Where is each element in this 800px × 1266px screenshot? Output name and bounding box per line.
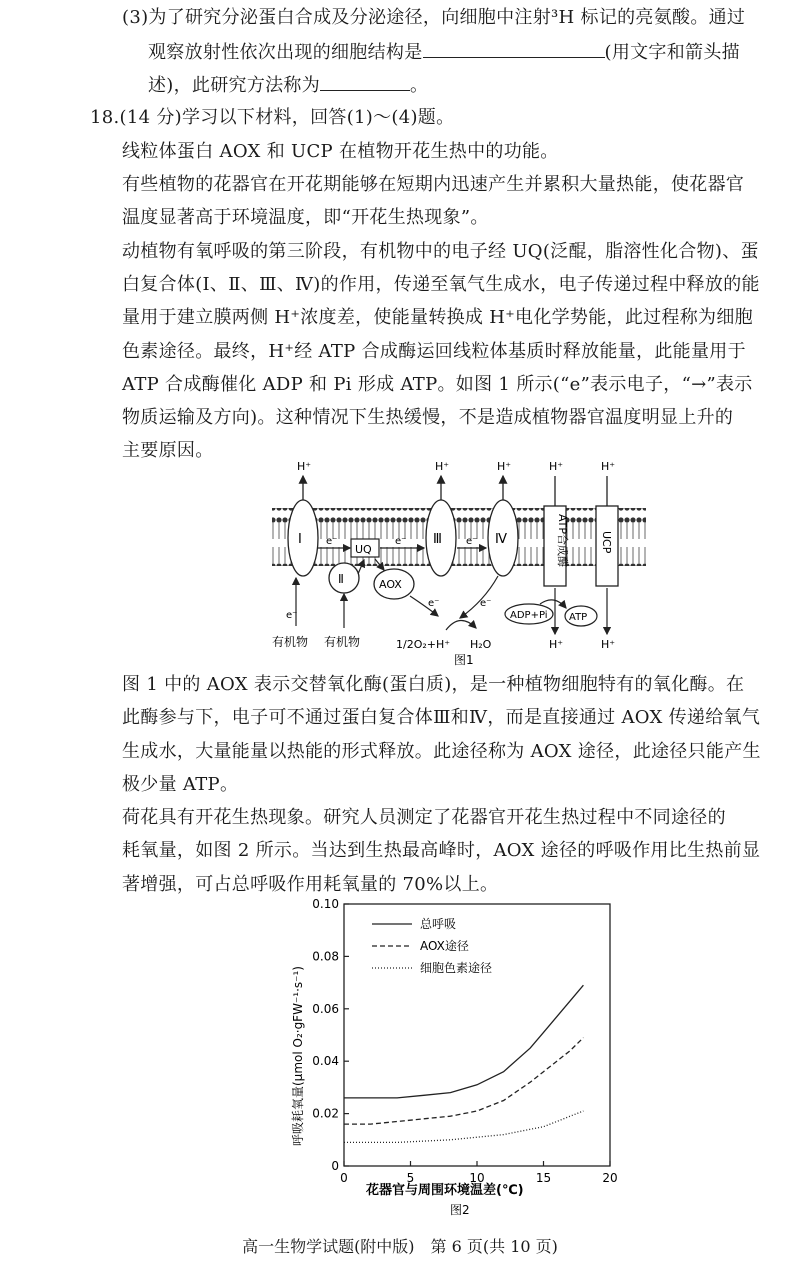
figure-1-caption: 图1 bbox=[454, 653, 474, 667]
q18-header: 18.(14 分)学习以下材料，回答(1)～(4)题。 bbox=[90, 107, 455, 128]
x-tick-label: 15 bbox=[535, 1171, 552, 1185]
q3-line1: (3)为了研究分泌蛋白合成及分泌途径，向细胞中注射³H 标记的亮氨酸。通过 bbox=[122, 7, 746, 28]
q3-line2-pre: 观察放射性依次出现的细胞结构是 bbox=[148, 42, 423, 63]
p3-line: 生成水，大量能量以热能的形式释放。此途径称为 AOX 途径，此途径只能产生 bbox=[122, 741, 761, 762]
y-tick-label: 0.06 bbox=[312, 1001, 339, 1016]
figure-1-membrane-diagram bbox=[270, 456, 650, 670]
p2-line: 物质运输及方向)。这种情况下生热缓慢，不是造成植物器官温度明显上升的 bbox=[122, 407, 734, 428]
e-label: e⁻ bbox=[428, 598, 440, 609]
y-tick-label: 0.08 bbox=[312, 949, 339, 964]
q3-line2-post: (用文字和箭头描 bbox=[604, 42, 740, 63]
x-axis-label: 花器官与周围环境温差(℃) bbox=[366, 1183, 524, 1198]
e-label: e⁻ bbox=[326, 536, 338, 547]
figure-2-caption: 图2 bbox=[450, 1203, 470, 1217]
complex-ii bbox=[329, 563, 359, 593]
p2-line: 主要原因。 bbox=[122, 440, 214, 461]
y-axis-label: 呼吸耗氧量(μmol O₂·gFW⁻¹·s⁻¹) bbox=[291, 966, 305, 1146]
series-line-1 bbox=[344, 985, 583, 1098]
aox-label: AOX bbox=[379, 578, 402, 591]
p4-line: 荷花具有开花生热现象。研究人员测定了花器官开花生热过程中不同途径的 bbox=[122, 807, 726, 828]
q3-blank-1[interactable] bbox=[423, 39, 605, 58]
q3-blank-2[interactable] bbox=[320, 72, 410, 91]
x-tick-label: 10 bbox=[469, 1171, 485, 1185]
organic-label-1: 有机物 bbox=[272, 635, 309, 649]
complex-i bbox=[288, 500, 318, 576]
atp-synthase-label: ATP合成酶 bbox=[556, 514, 569, 568]
p2-line: 量用于建立膜两侧 H⁺浓度差，使能量转换成 H⁺电化学势能，此过程称为细胞 bbox=[122, 307, 753, 328]
legend-label: AOX途径 bbox=[420, 939, 469, 953]
y-tick-label: 0.10 bbox=[312, 897, 339, 911]
p2-line: 白复合体(Ⅰ、Ⅱ、Ⅲ、Ⅳ)的作用，传递至氧气生成水，电子传递过程中释放的能 bbox=[122, 274, 760, 295]
h-label: H⁺ bbox=[549, 460, 564, 473]
q3-line3 bbox=[148, 72, 428, 98]
complex-iv-label: Ⅳ bbox=[495, 532, 507, 547]
x-tick-label: 20 bbox=[602, 1171, 618, 1185]
x-tick-label: 0 bbox=[340, 1171, 348, 1185]
page-footer: 高一生物学试题(附中版) 第 6 页(共 10 页) bbox=[242, 1237, 558, 1256]
p4-line: 耗氧量，如图 2 所示。当达到生热最高峰时，AOX 途径的呼吸作用比生热前显 bbox=[122, 840, 761, 861]
o2-label: 1/2O₂+H⁺ bbox=[396, 638, 451, 651]
e-label: e⁻ bbox=[466, 536, 478, 547]
ucp-label: UCP bbox=[600, 531, 613, 554]
h2o-label: H₂O bbox=[470, 638, 492, 651]
q3-line3-pre: 述)，此研究方法称为 bbox=[148, 75, 321, 96]
series-line-2 bbox=[344, 1038, 583, 1125]
p2-line: 动植物有氧呼吸的第三阶段，有机物中的电子经 UQ(泛醌，脂溶性化合物)、蛋 bbox=[122, 241, 759, 262]
h-label-bottom: H⁺ bbox=[601, 638, 616, 651]
p2-line: 色素途径。最终，H⁺经 ATP 合成酶运回线粒体基质时释放能量，此能量用于 bbox=[122, 341, 746, 362]
p3-line: 极少量 ATP。 bbox=[122, 774, 239, 795]
h-label: H⁺ bbox=[497, 460, 512, 473]
p3-line: 图 1 中的 AOX 表示交替氧化酶(蛋白质)，是一种植物细胞特有的氧化酶。在 bbox=[122, 674, 745, 695]
y-tick-label: 0.04 bbox=[312, 1054, 339, 1069]
series-line-3 bbox=[344, 1111, 583, 1142]
e-label: e⁻ bbox=[286, 610, 298, 621]
atp-label: ATP bbox=[569, 612, 588, 623]
e-label: e⁻ bbox=[395, 536, 407, 547]
q18-title: 线粒体蛋白 AOX 和 UCP 在植物开花生热中的功能。 bbox=[122, 141, 559, 162]
complex-i-label: Ⅰ bbox=[298, 532, 302, 547]
y-tick-label: 0.02 bbox=[312, 1106, 339, 1121]
figure-2-line-chart bbox=[280, 896, 630, 1224]
p2-line: ATP 合成酶催化 ADP 和 Pi 形成 ATP。如图 1 所示(“e”表示电子，“→”表示 bbox=[122, 374, 753, 395]
p1-line: 温度显著高于环境温度，即“开花生热现象”。 bbox=[122, 207, 489, 228]
complex-iii-label: Ⅲ bbox=[433, 532, 442, 547]
q3-line3-post: 。 bbox=[410, 75, 429, 96]
q3-line2 bbox=[148, 39, 740, 65]
x-tick-label: 5 bbox=[406, 1171, 415, 1185]
organic-label-2: 有机物 bbox=[324, 635, 361, 649]
complex-ii-label: Ⅱ bbox=[338, 572, 344, 586]
plot-frame bbox=[344, 904, 610, 1166]
legend-label: 总呼吸 bbox=[420, 917, 457, 931]
h-label: H⁺ bbox=[601, 460, 616, 473]
uq-label: UQ bbox=[355, 543, 372, 556]
h-label: H⁺ bbox=[435, 460, 450, 473]
h-label: H⁺ bbox=[297, 460, 312, 473]
p1-line: 有些植物的花器官在开花期能够在短期内迅速产生并累积大量热能，使花器官 bbox=[122, 174, 745, 195]
legend-label: 细胞色素途径 bbox=[420, 961, 493, 975]
h-label-bottom: H⁺ bbox=[549, 638, 564, 651]
legend bbox=[372, 917, 492, 975]
e-label: e⁻ bbox=[480, 598, 492, 609]
y-tick-label: 0 bbox=[331, 1159, 339, 1173]
p4-line: 著增强，可占总呼吸作用耗氧量的 70%以上。 bbox=[122, 874, 499, 895]
p3-line: 此酶参与下，电子可不通过蛋白复合体Ⅲ和Ⅳ，而是直接通过 AOX 传递给氧气 bbox=[122, 707, 761, 728]
adp-label: ADP+Pi bbox=[510, 610, 548, 621]
